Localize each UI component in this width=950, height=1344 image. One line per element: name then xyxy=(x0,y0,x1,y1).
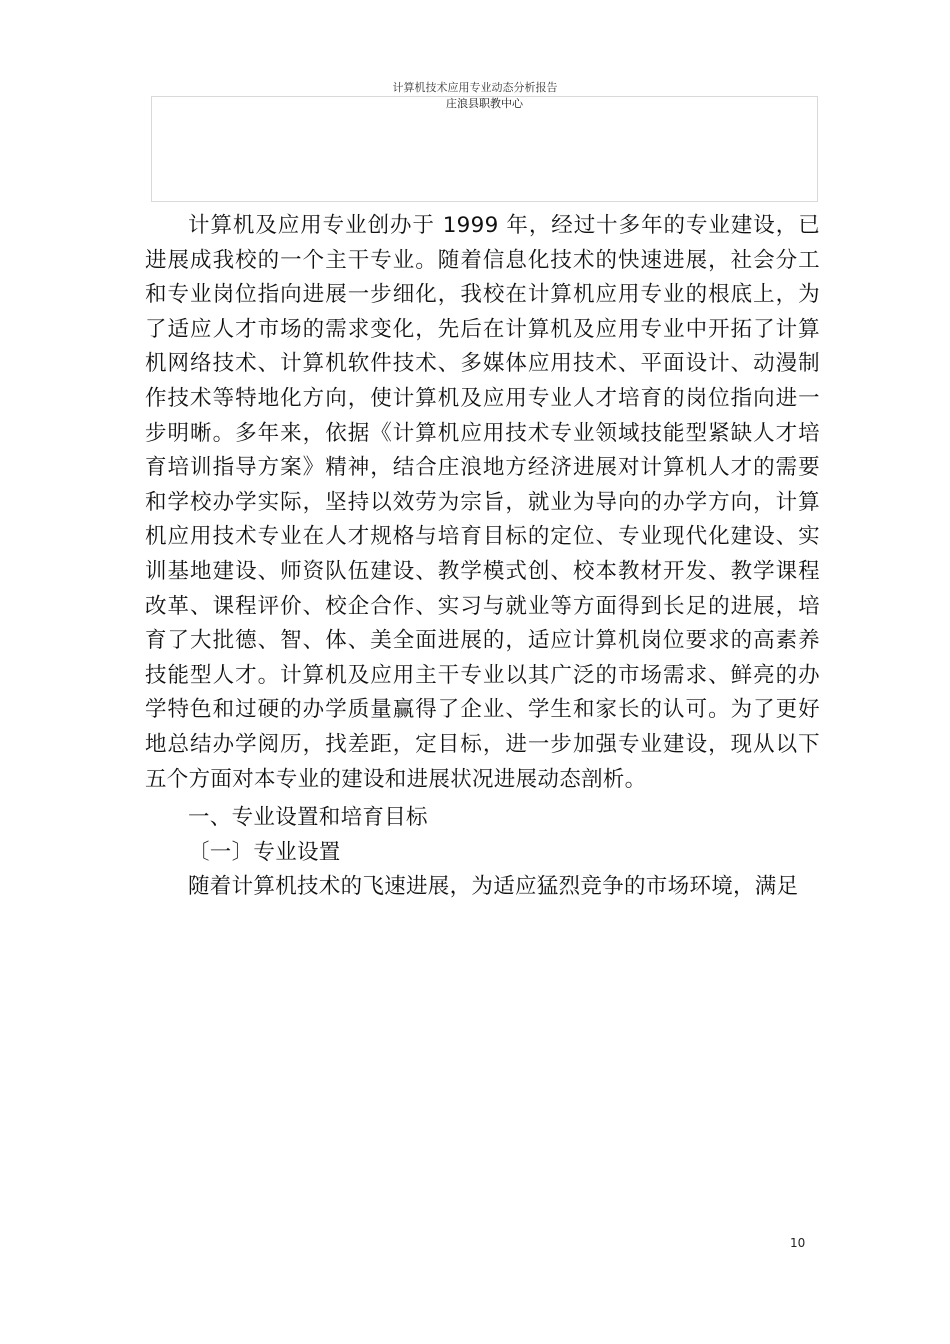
section-heading: 一、专业设置和培育目标 xyxy=(188,805,428,831)
page-number: 10 xyxy=(790,1236,806,1250)
header-frame xyxy=(151,96,818,202)
document-header-title: 计算机技术应用专业动态分析报告 xyxy=(392,81,558,94)
intro-paragraph: 计算机及应用专业创办于 1999 年，经过十多年的专业建设，已进展成我校的一个主干专业。随着信息化技术的快速进展，社会分工和专业岗位指向进展一步细化，我校在计算机应用专业的根底上，为了适应人才市场的需求变化，先后在计算机及应用专业中开拓了计算机网络技术、计算机软件技术、多媒体应用技术、平面设计、动漫制作技术等特地化方向，使计算机及应用专业人才培育的岗位指向进一步明晰。多年来，依据《计算机应用技术专业领域技能型紧缺人才培育培训指导方案》精神，结合庄浪地方经济进展对计算机人才的需要和学校办学实际，坚持以效劳为宗旨，就业为导向的办学方向，计算机应用技术专业在人才规格与培育目标的定位、专业现代化建设、实训基地建设、师资队伍建设、教学模式创、校本教材开发、教学课程改革、课程评价、校企合作、实习与就业等方面得到长足的进展，培育了大批德、智、体、美全面进展的，适应计算机岗位要求的高素养技能型人才。计算机及应用主干专业以其广泛的市场需求、鲜亮的办学特色和过硬的办学质量赢得了企业、学生和家长的认可。为了更好地总结办学阅历，找差距，定目标，进一步加强专业建设，现从以下五个方面对本专业的建设和进展状况进展动态剖析。 xyxy=(145,213,820,792)
header-organization: 庄浪县职教中心 xyxy=(446,97,523,110)
document-body xyxy=(145,209,820,905)
section-paragraph: 随着计算机技术的飞速进展，为适应猛烈竞争的市场环境，满足 xyxy=(188,874,799,900)
subsection-heading: 〔一〕专业设置 xyxy=(188,839,341,865)
